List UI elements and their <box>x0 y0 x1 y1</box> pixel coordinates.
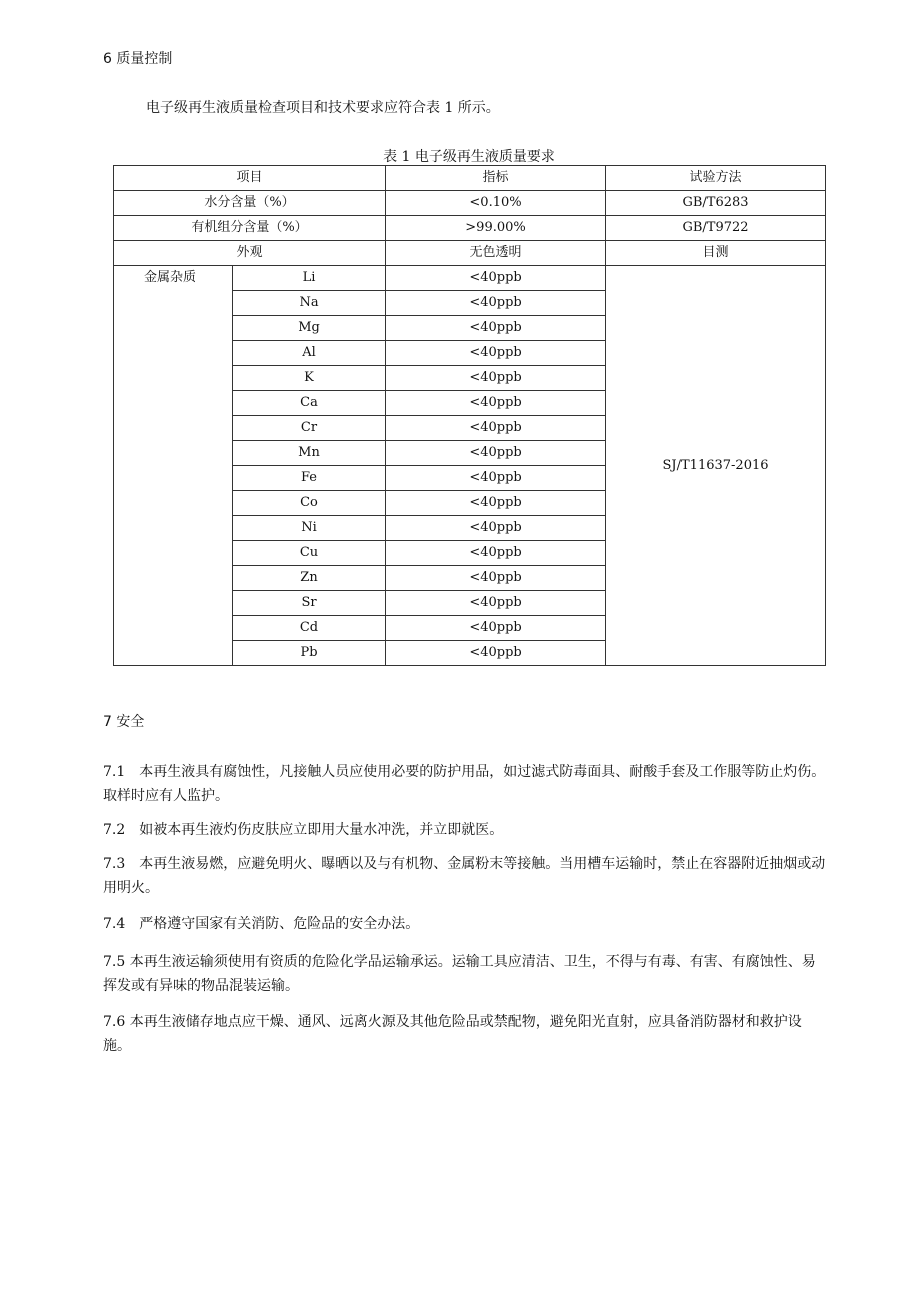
safety-paragraph: 7.5 本再生液运输须使用有资质的危险化学品运输承运。运输工具应清洁、卫生，不得与有毒、有害、有腐蚀性、易挥发或有异味的物品混装运输。 <box>103 954 816 994</box>
metal-element: Cu <box>233 541 386 566</box>
metal-element: Cd <box>233 616 386 641</box>
safety-paragraph: 7.6 本再生液储存地点应干燥、通风、远离火源及其他危险品或禁配物，避免阳光直射，应具备消防器材和救护设施。 <box>103 1014 802 1054</box>
header-method: 试验方法 <box>606 166 826 191</box>
row-spec: 无色透明 <box>386 241 606 266</box>
metal-element: Mn <box>233 441 386 466</box>
metal-spec: <40ppb <box>386 291 606 316</box>
row-method: GB/T6283 <box>606 191 826 216</box>
metal-category-label: 金属杂质 <box>114 266 233 666</box>
metal-element: Mg <box>233 316 386 341</box>
metal-row <box>114 266 826 291</box>
metal-spec: <40ppb <box>386 541 606 566</box>
metal-spec: <40ppb <box>386 391 606 416</box>
metal-element: Zn <box>233 566 386 591</box>
metal-element: Pb <box>233 641 386 666</box>
metal-spec: <40ppb <box>386 316 606 341</box>
section-6-intro: 电子级再生液质量检查项目和技术要求应符合表 1 所示。 <box>146 100 500 116</box>
metal-spec: <40ppb <box>386 516 606 541</box>
metal-element: Ca <box>233 391 386 416</box>
safety-paragraph: 7.1 本再生液具有腐蚀性，凡接触人员应使用必要的防护用品，如过滤式防毒面具、耐酸手套及工作服等防止灼伤。取样时应有人监护。 <box>103 764 826 804</box>
quality-table <box>113 165 826 666</box>
metal-spec: <40ppb <box>386 466 606 491</box>
row-spec: >99.00% <box>386 216 606 241</box>
header-spec: 指标 <box>386 166 606 191</box>
metal-element: Sr <box>233 591 386 616</box>
metal-element: Li <box>233 266 386 291</box>
metal-test-method: SJ/T11637-2016 <box>606 266 826 666</box>
metal-spec: <40ppb <box>386 416 606 441</box>
metal-spec: <40ppb <box>386 366 606 391</box>
metal-spec: <40ppb <box>386 341 606 366</box>
row-item: 外观 <box>114 241 386 266</box>
safety-paragraph: 7.3 本再生液易燃，应避免明火、曝晒以及与有机物、金属粉末等接触。当用槽车运输时，禁止在容器附近抽烟或动用明火。 <box>103 856 826 896</box>
metal-spec: <40ppb <box>386 616 606 641</box>
metal-element: Na <box>233 291 386 316</box>
row-method: 目测 <box>606 241 826 266</box>
table-header-row <box>114 166 826 191</box>
metal-spec: <40ppb <box>386 266 606 291</box>
section-6-heading: 6 质量控制 <box>103 51 173 67</box>
metal-spec: <40ppb <box>386 566 606 591</box>
metal-spec: <40ppb <box>386 591 606 616</box>
section-7-heading: 7 安全 <box>103 714 145 730</box>
metal-element: Cr <box>233 416 386 441</box>
metal-spec: <40ppb <box>386 491 606 516</box>
metal-element: K <box>233 366 386 391</box>
row-item: 有机组分含量（%） <box>114 216 386 241</box>
safety-paragraph: 7.2 如被本再生液灼伤皮肤应立即用大量水冲洗，并立即就医。 <box>103 822 504 838</box>
safety-paragraph: 7.4 严格遵守国家有关消防、危险品的安全办法。 <box>103 916 420 932</box>
metal-element: Fe <box>233 466 386 491</box>
table-row <box>114 216 826 241</box>
metal-spec: <40ppb <box>386 441 606 466</box>
row-item: 水分含量（%） <box>114 191 386 216</box>
metal-element: Al <box>233 341 386 366</box>
header-item: 项目 <box>114 166 386 191</box>
table-row <box>114 241 826 266</box>
metal-element: Co <box>233 491 386 516</box>
table-row <box>114 191 826 216</box>
metal-spec: <40ppb <box>386 641 606 666</box>
metal-element: Ni <box>233 516 386 541</box>
row-spec: <0.10% <box>386 191 606 216</box>
table-caption: 表 1 电子级再生液质量要求 <box>383 149 555 165</box>
row-method: GB/T9722 <box>606 216 826 241</box>
